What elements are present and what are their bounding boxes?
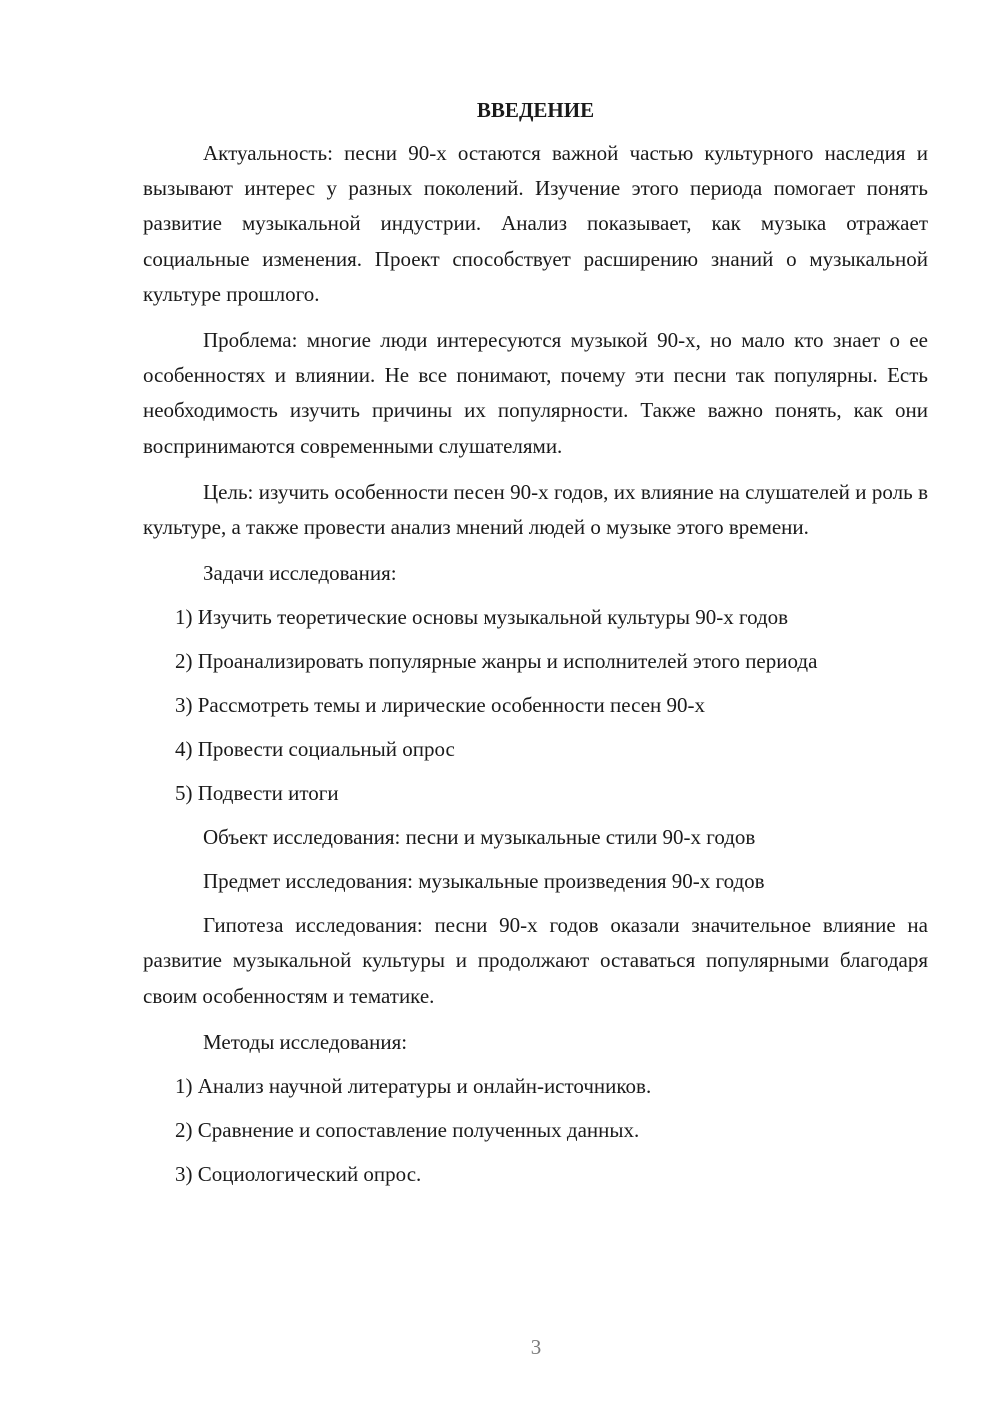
method-item: 3) Социологический опрос.: [175, 1161, 422, 1186]
task-item: 5) Подвести итоги: [175, 781, 339, 806]
task-item: 3) Рассмотреть темы и лирические особенности песен 90-х: [175, 693, 706, 718]
object-paragraph: Объект исследования: песни и музыкальные стили 90-х годов: [203, 825, 756, 850]
task-item: 1) Изучить теоретические основы музыкальной культуры 90-х годов: [175, 605, 789, 630]
page-number: 3: [530, 1335, 542, 1359]
method-item: 1) Анализ научной литературы и онлайн-источников.: [175, 1073, 652, 1098]
subject-paragraph: Предмет исследования: музыкальные произведения 90-х годов: [203, 869, 765, 894]
task-item: 2) Проанализировать популярные жанры и исполнителей этого периода: [175, 649, 818, 674]
methods-heading: Методы исследования:: [203, 1029, 408, 1054]
page-content: [143, 97, 928, 1201]
tasks-heading: Задачи исследования:: [203, 561, 397, 586]
hypothesis-paragraph: Гипотеза исследования: песни 90-х годов оказали значительное влияние на развитие музыкальной культуры и продолжают оставаться популярными благодаря своим особенностям и тематике.: [143, 913, 928, 1008]
method-item: 2) Сравнение и сопоставление полученных данных.: [175, 1117, 640, 1142]
problem-paragraph: Проблема: многие люди интересуются музыкой 90-х, но мало кто знает о ее особенностях и влиянии. Не все понимают, почему эти песни так популярны. Есть необходимость изучить причины их популярности. Также важно понять, как они воспринимаются современными слушателями.: [143, 328, 928, 458]
relevance-paragraph: Актуальность: песни 90-х остаются важной частью культурного наследия и вызывают интерес у разных поколений. Изучение этого периода помогает понять развитие музыкальной индустрии. Анализ показывает, как музыка отражает социальные изменения. Проект способствует расширению знаний о музыкальной культуре прошлого.: [143, 141, 928, 306]
goal-paragraph: Цель: изучить особенности песен 90-х годов, их влияние на слушателей и роль в культуре, а также провести анализ мнений людей о музыке этого времени.: [143, 479, 928, 540]
page-title: ВВЕДЕНИЕ: [476, 98, 595, 122]
task-item: 4) Провести социальный опрос: [175, 737, 455, 762]
